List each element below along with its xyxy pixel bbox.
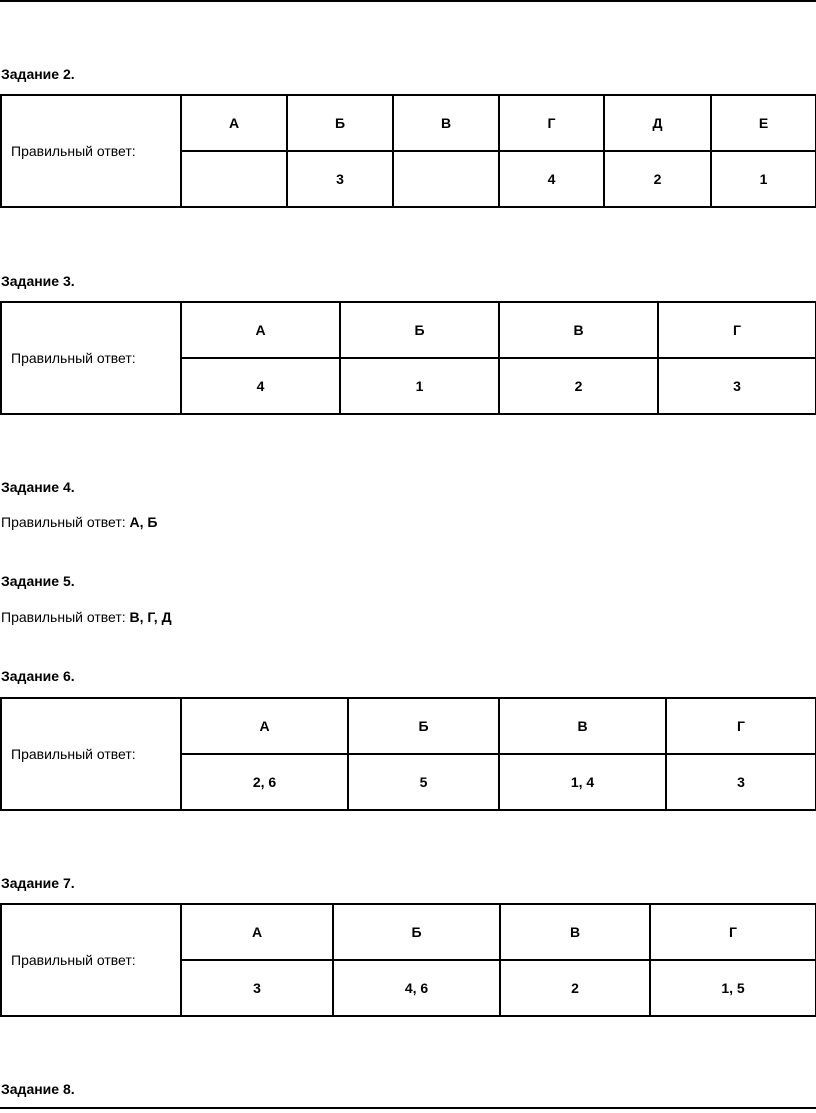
answer-cell: 5 [348, 754, 499, 810]
column-header: В [499, 302, 658, 358]
answer-cell: 2 [500, 960, 650, 1016]
answer-cell: 3 [181, 960, 333, 1016]
answer-cell: 3 [658, 358, 816, 414]
column-header: В [500, 904, 650, 960]
task-3-title: Задание 3. [1, 273, 75, 289]
answer-label: Правильный ответ: [1, 609, 126, 625]
column-header: А [181, 904, 333, 960]
answer-cell: 3 [287, 151, 393, 207]
answer-cell: 2 [499, 358, 658, 414]
column-header: Е [711, 95, 816, 151]
column-header: Г [650, 904, 816, 960]
answer-cell: 1, 4 [499, 754, 666, 810]
answer-label: Правильный ответ: [1, 904, 181, 1016]
answer-value: А, Б [129, 514, 158, 530]
task-6-answer-table [0, 697, 816, 811]
column-header: А [181, 95, 287, 151]
task-4-answer-line [1, 514, 158, 530]
task-7-answer-table [0, 903, 816, 1017]
answer-cell: 1 [711, 151, 816, 207]
task-2-answer-table [0, 94, 816, 208]
top-rule [0, 0, 816, 2]
answer-cell: 2, 6 [181, 754, 348, 810]
column-header: Г [499, 95, 604, 151]
answer-label: Правильный ответ: [1, 95, 181, 207]
column-header: Б [333, 904, 500, 960]
column-header: А [181, 302, 340, 358]
task-4-title: Задание 4. [1, 479, 75, 495]
column-header: А [181, 698, 348, 754]
column-header: Б [287, 95, 393, 151]
answer-value: В, Г, Д [129, 609, 172, 625]
task-7-title: Задание 7. [1, 875, 75, 891]
task-6-title: Задание 6. [1, 668, 75, 684]
answer-cell: 4 [181, 358, 340, 414]
answer-label: Правильный ответ: [1, 302, 181, 414]
answer-label: Правильный ответ: [1, 514, 126, 530]
answer-cell: 3 [666, 754, 816, 810]
answer-cell: 2 [604, 151, 711, 207]
answer-cell: 4 [499, 151, 604, 207]
answer-cell [393, 151, 499, 207]
task-2-title: Задание 2. [1, 66, 75, 82]
answer-cell: 1, 5 [650, 960, 816, 1016]
answer-cell [181, 151, 287, 207]
bottom-rule [0, 1107, 816, 1109]
column-header: Г [666, 698, 816, 754]
column-header: Б [340, 302, 499, 358]
column-header: В [499, 698, 666, 754]
answer-cell: 4, 6 [333, 960, 500, 1016]
task-8-title: Задание 8. [1, 1081, 75, 1097]
task-5-answer-line [1, 609, 172, 625]
column-header: Г [658, 302, 816, 358]
task-5-title: Задание 5. [1, 573, 75, 589]
task-3-answer-table [0, 301, 816, 415]
column-header: Д [604, 95, 711, 151]
answer-label: Правильный ответ: [1, 698, 181, 810]
column-header: В [393, 95, 499, 151]
answer-cell: 1 [340, 358, 499, 414]
column-header: Б [348, 698, 499, 754]
